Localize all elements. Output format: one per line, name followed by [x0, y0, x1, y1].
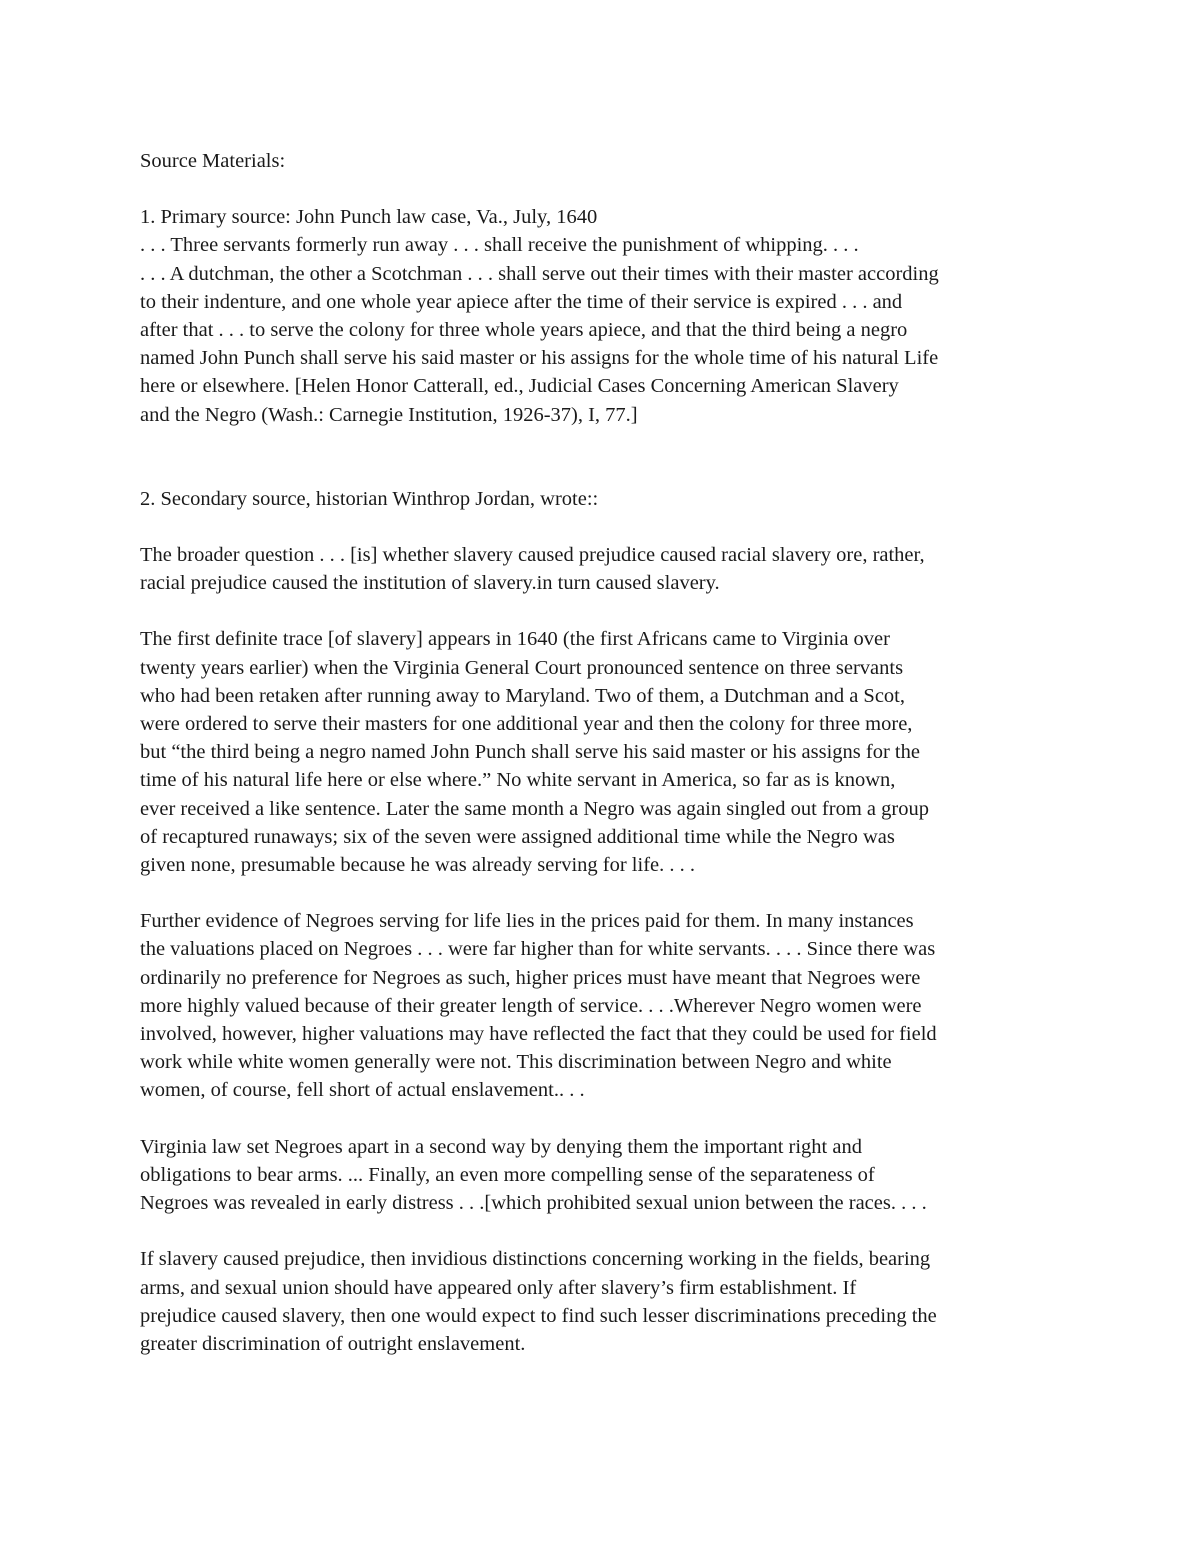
heading-line: Source Materials: [140, 150, 286, 172]
primary-source-line: after that . . . to serve the colony for three whole years apiece, and that the third being a negro [140, 319, 908, 342]
secondary-source-heading [140, 485, 1070, 513]
secondary-paragraph-4 [140, 1133, 1070, 1218]
paragraph-line: involved, however, higher valuations may have reflected the fact that they could be used for field [140, 1023, 937, 1046]
primary-source-line: here or elsewhere. [Helen Honor Catterall, ed., Judicial Cases Concerning American Slavery [140, 375, 899, 398]
document-heading [140, 147, 1070, 175]
primary-source-block [140, 203, 1070, 429]
spacer [140, 879, 1070, 907]
paragraph-line: were ordered to serve their masters for one additional year and then the colony for three more, [140, 713, 913, 736]
paragraph-line: obligations to bear arms. ... Finally, an even more compelling sense of the separateness of [140, 1163, 875, 1186]
primary-source-line: named John Punch shall serve his said master or his assigns for the whole time of his natural Life [140, 347, 939, 370]
paragraph-line: more highly valued because of their greater length of service. . . .Wherever Negro women were [140, 994, 922, 1017]
paragraph-line: who had been retaken after running away to Maryland. Two of them, a Dutchman and a Scot, [140, 684, 905, 707]
spacer [140, 175, 1070, 203]
secondary-paragraph-5 [140, 1245, 1070, 1358]
spacer [140, 429, 1070, 485]
secondary-paragraph-3 [140, 907, 1070, 1104]
primary-source-line: to their indenture, and one whole year apiece after the time of their service is expired . . . and [140, 290, 903, 313]
paragraph-line: given none, presumable because he was already serving for life. . . . [140, 854, 696, 877]
paragraph-line: ordinarily no preference for Negroes as such, higher prices must have meant that Negroes were [140, 966, 921, 989]
spacer [140, 1105, 1070, 1133]
paragraph-line: the valuations placed on Negroes . . . were far higher than for white servants. . . . Since there was [140, 938, 936, 961]
paragraph-line: time of his natural life here or else where.” No white servant in America, so far as is known, [140, 769, 896, 792]
paragraph-line: women, of course, fell short of actual enslavement.. . . [140, 1079, 585, 1102]
paragraph-line: Further evidence of Negroes serving for life lies in the prices paid for them. In many instances [140, 910, 914, 933]
secondary-paragraph-1 [140, 541, 1070, 597]
primary-source-line: . . . Three servants formerly run away . . . shall receive the punishment of whipping. . . . [140, 234, 859, 257]
paragraph-line: Virginia law set Negroes apart in a second way by denying them the important right and [140, 1135, 862, 1158]
spacer [140, 597, 1070, 625]
paragraph-line: racial prejudice caused the institution of slavery.in turn caused slavery. [140, 572, 720, 595]
paragraph-line: twenty years earlier) when the Virginia General Court pronounced sentence on three servants [140, 656, 904, 679]
spacer [140, 1217, 1070, 1245]
primary-source-title: 1. Primary source: John Punch law case, Va., July, 1640 [140, 206, 598, 229]
paragraph-line: of recaptured runaways; six of the seven were assigned additional time while the Negro was [140, 825, 895, 848]
paragraph-line: arms, and sexual union should have appeared only after slavery’s firm establishment. If [140, 1276, 857, 1299]
paragraph-line: Negroes was revealed in early distress . . .[which prohibited sexual union between the races. . . . [140, 1192, 927, 1215]
paragraph-line: work while white women generally were not. This discrimination between Negro and white [140, 1051, 892, 1074]
paragraph-line: greater discrimination of outright enslavement. [140, 1332, 526, 1355]
paragraph-line: If slavery caused prejudice, then invidious distinctions concerning working in the fields, bearing [140, 1248, 931, 1271]
paragraph-line: The broader question . . . [is] whether slavery caused prejudice caused racial slavery ore, rather, [140, 544, 925, 567]
secondary-paragraph-2 [140, 625, 1070, 879]
primary-source-line: . . . A dutchman, the other a Scotchman . . . shall serve out their times with their master according [140, 262, 939, 285]
paragraph-line: ever received a like sentence. Later the same month a Negro was again singled out from a group [140, 797, 929, 820]
paragraph-line: prejudice caused slavery, then one would expect to find such lesser discriminations preceding the [140, 1304, 937, 1327]
paragraph-line: but “the third being a negro named John Punch shall serve his said master or his assigns for the [140, 741, 920, 764]
spacer [140, 513, 1070, 541]
primary-source-citation: and the Negro (Wash.: Carnegie Institution, 1926-37), I, 77.] [140, 403, 638, 426]
paragraph-line: The first definite trace [of slavery] appears in 1640 (the first Africans came to Virginia over [140, 628, 890, 651]
document-page [140, 147, 1070, 1358]
secondary-heading-line: 2. Secondary source, historian Winthrop Jordan, wrote:: [140, 487, 599, 510]
